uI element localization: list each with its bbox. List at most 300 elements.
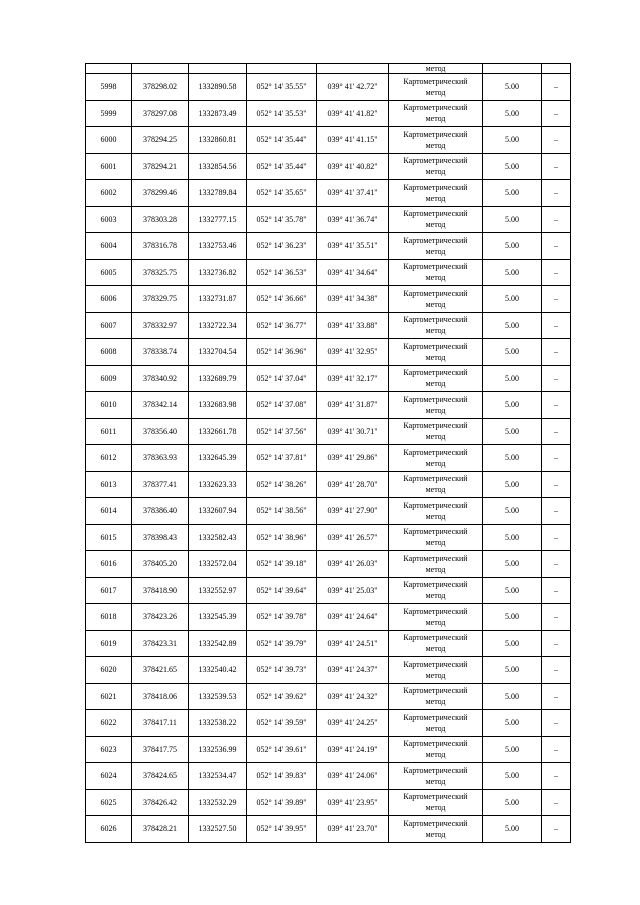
cell-point-number: 6012: [86, 445, 132, 472]
method-line2: метод: [425, 776, 446, 786]
cell-accuracy: 5.00: [483, 153, 542, 180]
table-row: [86, 789, 571, 816]
cell-accuracy: 5.00: [483, 365, 542, 392]
table-row: [86, 683, 571, 710]
method-line2: метод: [425, 485, 446, 495]
table-row-continuation: [86, 64, 571, 74]
cell-accuracy: 5.00: [483, 312, 542, 339]
cell-longitude: 039° 41' 41.82": [317, 100, 389, 127]
cell-accuracy: 5.00: [483, 127, 542, 154]
cell-longitude: 039° 41' 33.88": [317, 312, 389, 339]
cell-method: [389, 100, 483, 127]
cell-point-number: 6021: [86, 683, 132, 710]
cell-latitude: 052° 14' 35.78": [247, 206, 317, 233]
cell-longitude: 039° 41' 27.90": [317, 498, 389, 525]
cell-method: [389, 445, 483, 472]
cell-dash: –: [542, 498, 571, 525]
cell-method: [389, 657, 483, 684]
table-row: [86, 524, 571, 551]
table-row: [86, 710, 571, 737]
method-line2: метод: [425, 114, 446, 124]
cell-latitude: 052° 14' 39.95": [247, 816, 317, 843]
cell-point-number: 6018: [86, 604, 132, 631]
cell-accuracy: 5.00: [483, 736, 542, 763]
cell-dash: –: [542, 604, 571, 631]
cell-method: [389, 710, 483, 737]
cell-latitude: 052° 14' 39.18": [247, 551, 317, 578]
cell-dash: –: [542, 418, 571, 445]
cell-y-coordinate: 1332789.84: [189, 180, 247, 207]
table-row: [86, 74, 571, 101]
cell-point-number: 6019: [86, 630, 132, 657]
cell-y-coordinate: 1332736.82: [189, 259, 247, 286]
cell-accuracy: 5.00: [483, 74, 542, 101]
cell-accuracy: 5.00: [483, 577, 542, 604]
cell-y-coordinate: 1332890.58: [189, 74, 247, 101]
method-line2: метод: [425, 299, 446, 309]
cell-latitude: 052° 14' 39.79": [247, 630, 317, 657]
cell-latitude: 052° 14' 36.77": [247, 312, 317, 339]
cell-latitude: 052° 14' 39.78": [247, 604, 317, 631]
cell-x-coordinate: 378294.25: [132, 127, 189, 154]
table-row: [86, 206, 571, 233]
cell-accuracy: 5.00: [483, 498, 542, 525]
cell-x-coordinate: 378417.11: [132, 710, 189, 737]
table-row: [86, 816, 571, 843]
cell-point-number: 6007: [86, 312, 132, 339]
cell-y-coordinate: 1332645.39: [189, 445, 247, 472]
method-line1: Картометрический: [403, 182, 468, 192]
cell-y-coordinate: 1332753.46: [189, 233, 247, 260]
cell-method: [389, 789, 483, 816]
table-body: [86, 64, 571, 843]
cell-x-coordinate: 378325.75: [132, 259, 189, 286]
cell-y-coordinate: 1332534.47: [189, 763, 247, 790]
cell-x-coordinate: 378377.41: [132, 471, 189, 498]
table-row: [86, 763, 571, 790]
cell-x-coordinate: 378421.65: [132, 657, 189, 684]
cell-longitude: 039° 41' 24.32": [317, 683, 389, 710]
cell-longitude: 039° 41' 28.70": [317, 471, 389, 498]
cell-x-coordinate: 378405.20: [132, 551, 189, 578]
table-row: [86, 153, 571, 180]
cell-latitude: 052° 14' 36.66": [247, 286, 317, 313]
cell-method: [389, 683, 483, 710]
cell-point-number: 6005: [86, 259, 132, 286]
method-line1: Картометрический: [403, 633, 468, 643]
cell-dash: –: [542, 445, 571, 472]
cell-point-number: 6014: [86, 498, 132, 525]
cell-method: [389, 312, 483, 339]
cell-y-coordinate: 1332607.94: [189, 498, 247, 525]
table-row: [86, 736, 571, 763]
cell-accuracy: 5.00: [483, 100, 542, 127]
table-row: [86, 100, 571, 127]
cell-accuracy: 5.00: [483, 471, 542, 498]
method-line2: метод: [425, 697, 446, 707]
table-row: [86, 418, 571, 445]
cell-method: [389, 524, 483, 551]
method-line1: Картометрический: [403, 368, 468, 378]
cell-empty: [483, 64, 542, 74]
cell-longitude: 039° 41' 23.70": [317, 816, 389, 843]
cell-point-number: 6020: [86, 657, 132, 684]
cell-method: [389, 763, 483, 790]
cell-point-number: 6015: [86, 524, 132, 551]
table-row: [86, 604, 571, 631]
method-line2: метод: [425, 193, 446, 203]
cell-empty: [317, 64, 389, 74]
method-line2: метод: [425, 246, 446, 256]
cell-accuracy: 5.00: [483, 392, 542, 419]
cell-latitude: 052° 14' 36.96": [247, 339, 317, 366]
cell-dash: –: [542, 153, 571, 180]
cell-point-number: 6011: [86, 418, 132, 445]
table-row: [86, 551, 571, 578]
cell-x-coordinate: 378424.65: [132, 763, 189, 790]
cell-dash: –: [542, 259, 571, 286]
cell-longitude: 039° 41' 32.17": [317, 365, 389, 392]
cell-method: [389, 630, 483, 657]
table-row: [86, 233, 571, 260]
cell-y-coordinate: 1332860.81: [189, 127, 247, 154]
cell-method: [389, 551, 483, 578]
cell-method: [389, 392, 483, 419]
cell-dash: –: [542, 233, 571, 260]
cell-latitude: 052° 14' 37.56": [247, 418, 317, 445]
cell-longitude: 039° 41' 24.64": [317, 604, 389, 631]
method-line1: Картометрический: [403, 686, 468, 696]
method-line1: Картометрический: [403, 712, 468, 722]
cell-method: [389, 577, 483, 604]
method-line1: Картометрический: [403, 553, 468, 563]
cell-latitude: 052° 14' 37.81": [247, 445, 317, 472]
cell-accuracy: 5.00: [483, 683, 542, 710]
method-line1: Картометрический: [403, 103, 468, 113]
method-line1: Картометрический: [403, 262, 468, 272]
method-line2: метод: [425, 326, 446, 336]
cell-dash: –: [542, 180, 571, 207]
cell-y-coordinate: 1332683.98: [189, 392, 247, 419]
cell-x-coordinate: 378298.02: [132, 74, 189, 101]
cell-longitude: 039° 41' 40.82": [317, 153, 389, 180]
cell-empty: [247, 64, 317, 74]
cell-x-coordinate: 378332.97: [132, 312, 189, 339]
cell-longitude: 039° 41' 25.03": [317, 577, 389, 604]
cell-point-number: 6006: [86, 286, 132, 313]
cell-accuracy: 5.00: [483, 657, 542, 684]
cell-method: [389, 74, 483, 101]
cell-x-coordinate: 378316.78: [132, 233, 189, 260]
method-line1: Картометрический: [403, 792, 468, 802]
method-line1: Картометрический: [403, 341, 468, 351]
cell-method: метод: [389, 64, 483, 74]
method-line1: Картометрический: [403, 580, 468, 590]
method-line2: метод: [425, 723, 446, 733]
method-line1: Картометрический: [403, 76, 468, 86]
cell-point-number: 6002: [86, 180, 132, 207]
cell-latitude: 052° 14' 36.23": [247, 233, 317, 260]
cell-x-coordinate: 378297.08: [132, 100, 189, 127]
method-line2: метод: [425, 352, 446, 362]
table-row: [86, 365, 571, 392]
method-line2: метод: [425, 511, 446, 521]
cell-x-coordinate: 378294.21: [132, 153, 189, 180]
cell-y-coordinate: 1332661.78: [189, 418, 247, 445]
cell-x-coordinate: 378398.43: [132, 524, 189, 551]
cell-accuracy: 5.00: [483, 339, 542, 366]
cell-dash: –: [542, 471, 571, 498]
cell-method: [389, 418, 483, 445]
cell-dash: –: [542, 74, 571, 101]
method-line2: метод: [425, 458, 446, 468]
method-line1: Картометрический: [403, 315, 468, 325]
cell-point-number: 6026: [86, 816, 132, 843]
cell-dash: –: [542, 524, 571, 551]
cell-accuracy: 5.00: [483, 180, 542, 207]
cell-y-coordinate: 1332536.99: [189, 736, 247, 763]
table-row: [86, 498, 571, 525]
cell-method: [389, 233, 483, 260]
cell-dash: –: [542, 551, 571, 578]
method-line2: метод: [425, 405, 446, 415]
cell-point-number: 5999: [86, 100, 132, 127]
cell-y-coordinate: 1332582.43: [189, 524, 247, 551]
table-row: [86, 445, 571, 472]
cell-dash: –: [542, 206, 571, 233]
table-row: [86, 180, 571, 207]
cell-y-coordinate: 1332539.53: [189, 683, 247, 710]
cell-latitude: 052° 14' 39.73": [247, 657, 317, 684]
cell-x-coordinate: 378342.14: [132, 392, 189, 419]
cell-x-coordinate: 378428.21: [132, 816, 189, 843]
cell-point-number: 6017: [86, 577, 132, 604]
cell-latitude: 052° 14' 35.44": [247, 153, 317, 180]
method-line2: метод: [425, 140, 446, 150]
cell-method: [389, 604, 483, 631]
cell-x-coordinate: 378303.28: [132, 206, 189, 233]
cell-longitude: 039° 41' 34.38": [317, 286, 389, 313]
cell-point-number: 6010: [86, 392, 132, 419]
cell-method: [389, 816, 483, 843]
cell-latitude: 052° 14' 39.83": [247, 763, 317, 790]
table-row: [86, 577, 571, 604]
method-line2: метод: [425, 750, 446, 760]
table-row: [86, 471, 571, 498]
cell-dash: –: [542, 789, 571, 816]
cell-latitude: 052° 14' 36.53": [247, 259, 317, 286]
cell-longitude: 039° 41' 37.41": [317, 180, 389, 207]
cell-longitude: 039° 41' 23.95": [317, 789, 389, 816]
cell-accuracy: 5.00: [483, 763, 542, 790]
cell-point-number: 6024: [86, 763, 132, 790]
cell-latitude: 052° 14' 35.55": [247, 74, 317, 101]
method-line2: метод: [425, 829, 446, 839]
cell-accuracy: 5.00: [483, 206, 542, 233]
cell-latitude: 052° 14' 35.53": [247, 100, 317, 127]
cell-point-number: 6022: [86, 710, 132, 737]
cell-point-number: 6016: [86, 551, 132, 578]
method-line2: метод: [425, 273, 446, 283]
cell-method: [389, 339, 483, 366]
method-line1: Картометрический: [403, 474, 468, 484]
cell-point-number: 6000: [86, 127, 132, 154]
method-line1: Картометрический: [403, 235, 468, 245]
cell-accuracy: 5.00: [483, 604, 542, 631]
method-line1: Картометрический: [403, 659, 468, 669]
cell-longitude: 039° 41' 24.19": [317, 736, 389, 763]
method-line2: метод: [425, 167, 446, 177]
cell-longitude: 039° 41' 26.03": [317, 551, 389, 578]
cell-longitude: 039° 41' 36.74": [317, 206, 389, 233]
cell-accuracy: 5.00: [483, 233, 542, 260]
cell-longitude: 039° 41' 24.25": [317, 710, 389, 737]
cell-dash: –: [542, 127, 571, 154]
cell-latitude: 052° 14' 38.56": [247, 498, 317, 525]
cell-longitude: 039° 41' 32.95": [317, 339, 389, 366]
method-line1: Картометрический: [403, 739, 468, 749]
cell-dash: –: [542, 339, 571, 366]
cell-x-coordinate: 378340.92: [132, 365, 189, 392]
cell-dash: –: [542, 736, 571, 763]
cell-point-number: 6004: [86, 233, 132, 260]
cell-y-coordinate: 1332689.79: [189, 365, 247, 392]
cell-latitude: 052° 14' 39.59": [247, 710, 317, 737]
cell-y-coordinate: 1332623.33: [189, 471, 247, 498]
cell-x-coordinate: 378423.26: [132, 604, 189, 631]
cell-dash: –: [542, 657, 571, 684]
cell-method: [389, 736, 483, 763]
table-row: [86, 127, 571, 154]
cell-y-coordinate: 1332552.97: [189, 577, 247, 604]
table-row: [86, 392, 571, 419]
method-line1: Картометрический: [403, 394, 468, 404]
cell-y-coordinate: 1332545.39: [189, 604, 247, 631]
method-line2: метод: [425, 617, 446, 627]
cell-dash: –: [542, 312, 571, 339]
cell-dash: –: [542, 100, 571, 127]
cell-longitude: 039° 41' 24.06": [317, 763, 389, 790]
method-line2: метод: [425, 432, 446, 442]
cell-point-number: 6001: [86, 153, 132, 180]
cell-accuracy: 5.00: [483, 445, 542, 472]
cell-latitude: 052° 14' 38.96": [247, 524, 317, 551]
method-line2: метод: [425, 379, 446, 389]
cell-method: [389, 286, 483, 313]
method-line2: метод: [425, 803, 446, 813]
method-line1: Картометрический: [403, 447, 468, 457]
cell-accuracy: 5.00: [483, 789, 542, 816]
method-line1: Картометрический: [403, 818, 468, 828]
cell-dash: –: [542, 286, 571, 313]
cell-dash: –: [542, 392, 571, 419]
cell-x-coordinate: 378299.46: [132, 180, 189, 207]
cell-longitude: 039° 41' 41.15": [317, 127, 389, 154]
cell-dash: –: [542, 710, 571, 737]
cell-empty: [542, 64, 571, 74]
method-line1: Картометрический: [403, 129, 468, 139]
method-line1: Картометрический: [403, 606, 468, 616]
cell-y-coordinate: 1332538.22: [189, 710, 247, 737]
cell-x-coordinate: 378356.40: [132, 418, 189, 445]
cell-empty: [132, 64, 189, 74]
cell-point-number: 6023: [86, 736, 132, 763]
table-row: [86, 312, 571, 339]
method-line1: Картометрический: [403, 765, 468, 775]
table-row: [86, 630, 571, 657]
cell-y-coordinate: 1332873.49: [189, 100, 247, 127]
method-line2: метод: [425, 644, 446, 654]
cell-accuracy: 5.00: [483, 710, 542, 737]
method-line2: метод: [425, 538, 446, 548]
method-line1: Картометрический: [403, 421, 468, 431]
cell-x-coordinate: 378423.31: [132, 630, 189, 657]
method-line1: Картометрический: [403, 500, 468, 510]
cell-dash: –: [542, 365, 571, 392]
cell-accuracy: 5.00: [483, 259, 542, 286]
cell-x-coordinate: 378418.90: [132, 577, 189, 604]
cell-longitude: 039° 41' 30.71": [317, 418, 389, 445]
cell-dash: –: [542, 763, 571, 790]
method-line2: метод: [425, 564, 446, 574]
method-line1: Картометрический: [403, 527, 468, 537]
cell-empty: [86, 64, 132, 74]
cell-method: [389, 153, 483, 180]
cell-latitude: 052° 14' 39.64": [247, 577, 317, 604]
cell-latitude: 052° 14' 35.44": [247, 127, 317, 154]
table-row: [86, 259, 571, 286]
method-line1: Картометрический: [403, 288, 468, 298]
cell-point-number: 6013: [86, 471, 132, 498]
cell-latitude: 052° 14' 35.65": [247, 180, 317, 207]
cell-longitude: 039° 41' 24.51": [317, 630, 389, 657]
cell-y-coordinate: 1332722.34: [189, 312, 247, 339]
cell-x-coordinate: 378363.93: [132, 445, 189, 472]
cell-latitude: 052° 14' 38.26": [247, 471, 317, 498]
cell-point-number: 6008: [86, 339, 132, 366]
cell-x-coordinate: 378417.75: [132, 736, 189, 763]
cell-method: [389, 259, 483, 286]
method-line1: Картометрический: [403, 156, 468, 166]
cell-dash: –: [542, 630, 571, 657]
cell-longitude: 039° 41' 26.57": [317, 524, 389, 551]
cell-y-coordinate: 1332704.54: [189, 339, 247, 366]
cell-accuracy: 5.00: [483, 551, 542, 578]
cell-method: [389, 127, 483, 154]
method-line1: Картометрический: [403, 209, 468, 219]
cell-empty: [189, 64, 247, 74]
table-row: [86, 657, 571, 684]
table-row: [86, 286, 571, 313]
cell-method: [389, 365, 483, 392]
cell-point-number: 6009: [86, 365, 132, 392]
cell-accuracy: 5.00: [483, 630, 542, 657]
cell-point-number: 5998: [86, 74, 132, 101]
cell-longitude: 039° 41' 42.72": [317, 74, 389, 101]
cell-latitude: 052° 14' 37.04": [247, 365, 317, 392]
cell-latitude: 052° 14' 37.08": [247, 392, 317, 419]
cell-x-coordinate: 378426.42: [132, 789, 189, 816]
cell-point-number: 6003: [86, 206, 132, 233]
method-line2: метод: [425, 87, 446, 97]
cell-method: [389, 180, 483, 207]
cell-accuracy: 5.00: [483, 524, 542, 551]
cell-accuracy: 5.00: [483, 286, 542, 313]
cell-accuracy: 5.00: [483, 418, 542, 445]
cell-y-coordinate: 1332854.56: [189, 153, 247, 180]
cell-y-coordinate: 1332527.50: [189, 816, 247, 843]
cell-dash: –: [542, 816, 571, 843]
